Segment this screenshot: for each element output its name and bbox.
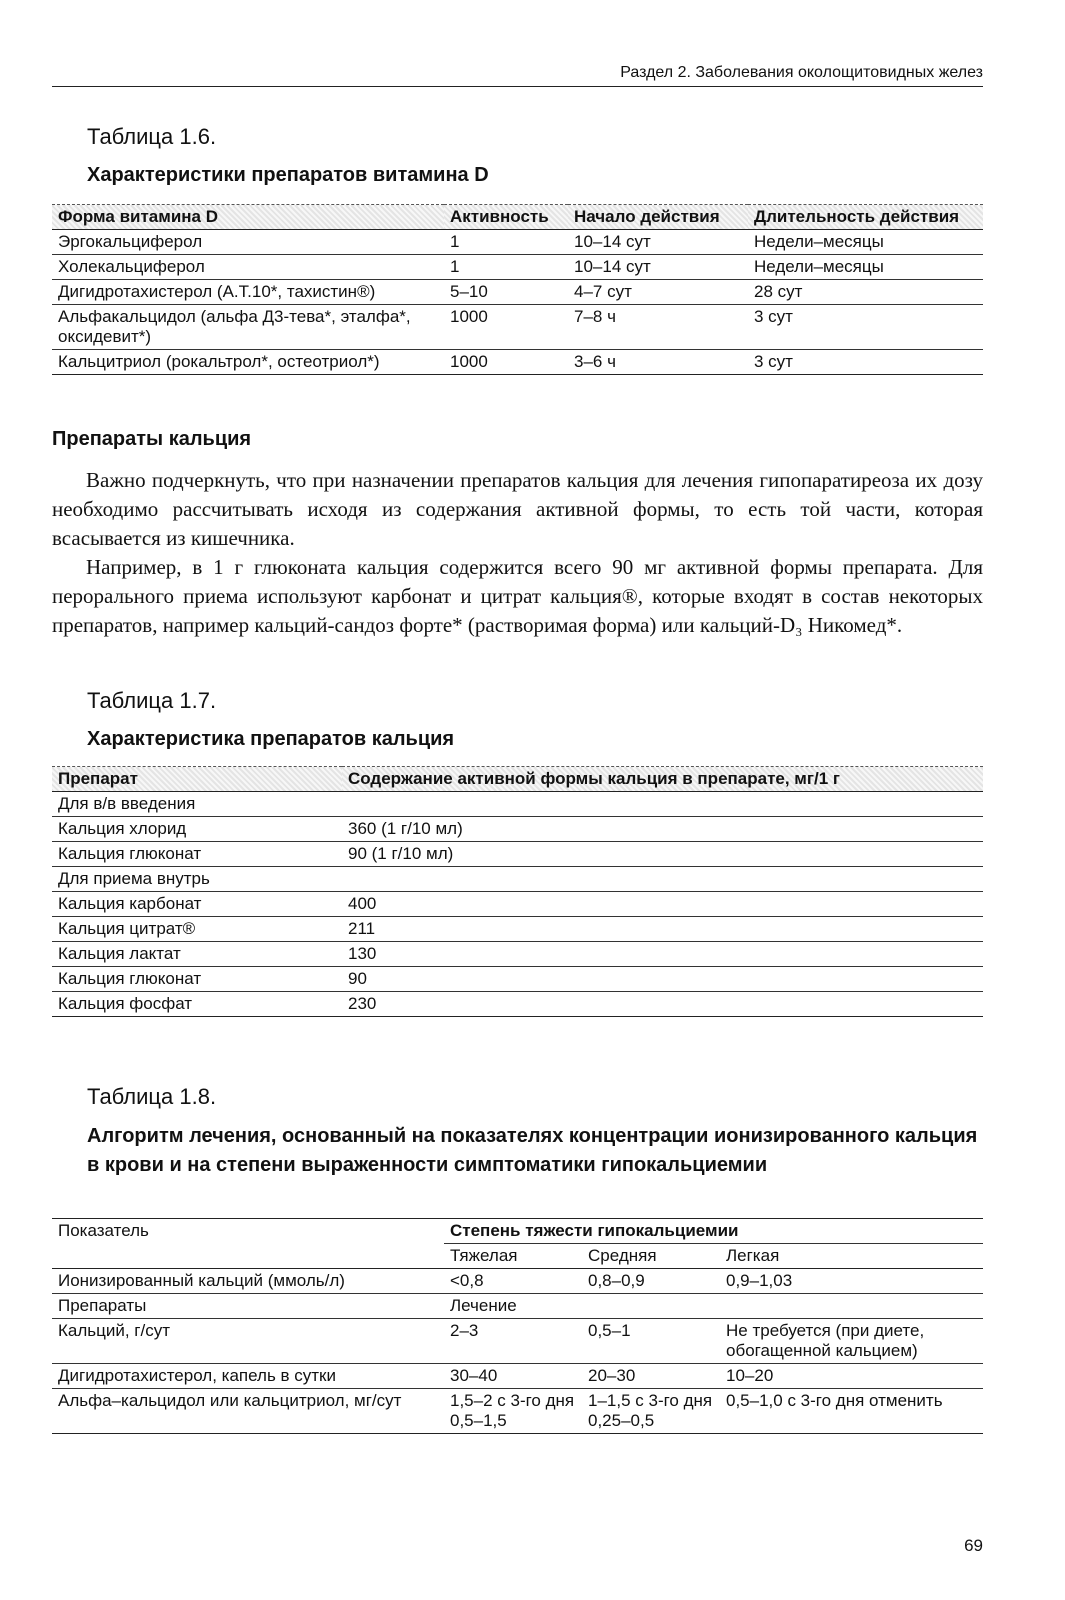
table-cell: Дигидротахистерол, капель в сутки [52,1364,444,1389]
table-cell: 1000 [444,305,568,350]
table-cell: 4–7 сут [568,280,748,305]
table-cell: Не требуется (при диете, обогащенной кальцием) [720,1319,983,1364]
table-cell: Эргокальциферол [52,230,444,255]
table-row [52,280,983,305]
col-header: Длительность действия [748,205,983,230]
table-cell: 0,5–1 [582,1319,720,1364]
table-cell: 211 [342,917,983,942]
sub-col-header: Легкая [720,1244,983,1269]
col-header: Форма витамина D [52,205,444,230]
table-cell: 130 [342,942,983,967]
running-header: Раздел 2. Заболевания околощитовидных желез [52,64,983,87]
table-cell [342,792,983,817]
table-row [52,1319,983,1364]
table-cell: 28 сут [748,280,983,305]
table-cell: Для приема внутрь [52,867,342,892]
table-cell: Альфа–кальцидол или кальцитриол, мг/сут [52,1389,444,1434]
table-cell: 1 [444,230,568,255]
col-header: Содержание активной формы кальция в препарате, мг/1 г [342,767,983,792]
table-cell: Дигидротахистерол (А.Т.10*, тахистин®) [52,280,444,305]
table-row [52,1294,983,1319]
table-cell: Кальция лактат [52,942,342,967]
table-row [52,917,983,942]
table-1-6-number: Таблица 1.6. [87,124,217,149]
table-cell: 1000 [444,350,568,375]
table-cell [342,867,983,892]
table-row [52,1269,983,1294]
table-1-7-number: Таблица 1.7. [87,688,217,713]
table-cell: Кальция фосфат [52,992,342,1017]
table-cell: 7–8 ч [568,305,748,350]
col-header-indicator: Показатель [52,1219,444,1269]
table-1-6 [52,204,983,375]
table-row [52,1364,983,1389]
table-cell: Для в/в введения [52,792,342,817]
table-row [52,817,983,842]
table-cell: Альфакальцидол (альфа Д3-тева*, эталфа*, оксидевит*) [52,305,444,350]
table-cell: 230 [342,992,983,1017]
table-row [52,942,983,967]
table-cell: Кальций, г/сут [52,1319,444,1364]
table-cell: 1,5–2 с 3-го дня 0,5–1,5 [444,1389,582,1434]
table-cell: 20–30 [582,1364,720,1389]
table-cell: Недели–месяцы [748,255,983,280]
table-row [52,1389,983,1434]
table-row [52,305,983,350]
table-row [52,230,983,255]
table-cell: Недели–месяцы [748,230,983,255]
body-text [52,466,983,640]
table-row [52,992,983,1017]
table-1-7 [52,766,983,1017]
col-header: Начало действия [568,205,748,230]
table-1-6-title: Характеристики препаратов витамина D [87,164,489,186]
table-cell: Лечение [444,1294,582,1319]
table-cell: 1 [444,255,568,280]
table-row [52,792,983,817]
table-cell: Ионизированный кальций (ммоль/л) [52,1269,444,1294]
table-cell: 1–1,5 с 3-го дня 0,25–0,5 [582,1389,720,1434]
table-cell: 90 [342,967,983,992]
table-cell: Кальция хлорид [52,817,342,842]
table-1-8-number: Таблица 1.8. [87,1084,217,1109]
table-row [52,842,983,867]
page-number: 69 [964,1536,983,1555]
table-row [52,892,983,917]
table-1-8 [52,1218,983,1434]
paragraph: Например, в 1 г глюконата кальция содержится всего 90 мг активной формы препарата. Для перорального приема используют карбонат и цитрат кальция®, которые входят в состав некоторых препаратов, например кальций-сандоз форте* (растворимая форма) или кальций-D₃ Никомед*. [52,555,983,637]
table-cell: 360 (1 г/10 мл) [342,817,983,842]
table-row [52,350,983,375]
table-cell: Кальция глюконат [52,967,342,992]
table-cell: Кальция глюконат [52,842,342,867]
table-cell [582,1294,720,1319]
table-cell: Кальцитриол (рокальтрол*, остеотриол*) [52,350,444,375]
table-cell: 2–3 [444,1319,582,1364]
table-cell: Препараты [52,1294,444,1319]
table-cell: 400 [342,892,983,917]
table-cell: 10–14 сут [568,255,748,280]
table-cell: 3–6 ч [568,350,748,375]
table-cell [720,1294,983,1319]
table-cell: 0,5–1,0 с 3-го дня отменить [720,1389,983,1434]
table-cell: Кальция карбонат [52,892,342,917]
table-row [52,967,983,992]
table-cell: 10–14 сут [568,230,748,255]
table-cell: Холекальциферол [52,255,444,280]
table-cell: 0,9–1,03 [720,1269,983,1294]
table-1-8-title: Алгоритм лечения, основанный на показателях концентрации ионизированного кальция в крови и на степени выраженности симптоматики гипокальциемии [87,1125,978,1176]
table-cell: 90 (1 г/10 мл) [342,842,983,867]
table-cell: 3 сут [748,305,983,350]
col-header-group: Степень тяжести гипокальциемии [444,1219,983,1244]
section-heading: Препараты кальция [52,428,252,450]
table-1-7-title: Характеристика препаратов кальция [87,728,455,750]
sub-col-header: Средняя [582,1244,720,1269]
table-cell: <0,8 [444,1269,582,1294]
table-cell: Кальция цитрат® [52,917,342,942]
table-cell: 0,8–0,9 [582,1269,720,1294]
paragraph: Важно подчеркнуть, что при назначении препаратов кальция для лечения гипопаратиреоза их дозу необходимо рассчитывать исходя из содержания активной формы, то есть той части, которая всасывается из кишечника. [52,468,983,550]
table-cell: 3 сут [748,350,983,375]
table-row [52,867,983,892]
table-cell: 30–40 [444,1364,582,1389]
sub-col-header: Тяжелая [444,1244,582,1269]
table-cell: 5–10 [444,280,568,305]
table-row [52,255,983,280]
col-header: Препарат [52,767,342,792]
col-header: Активность [444,205,568,230]
table-cell: 10–20 [720,1364,983,1389]
